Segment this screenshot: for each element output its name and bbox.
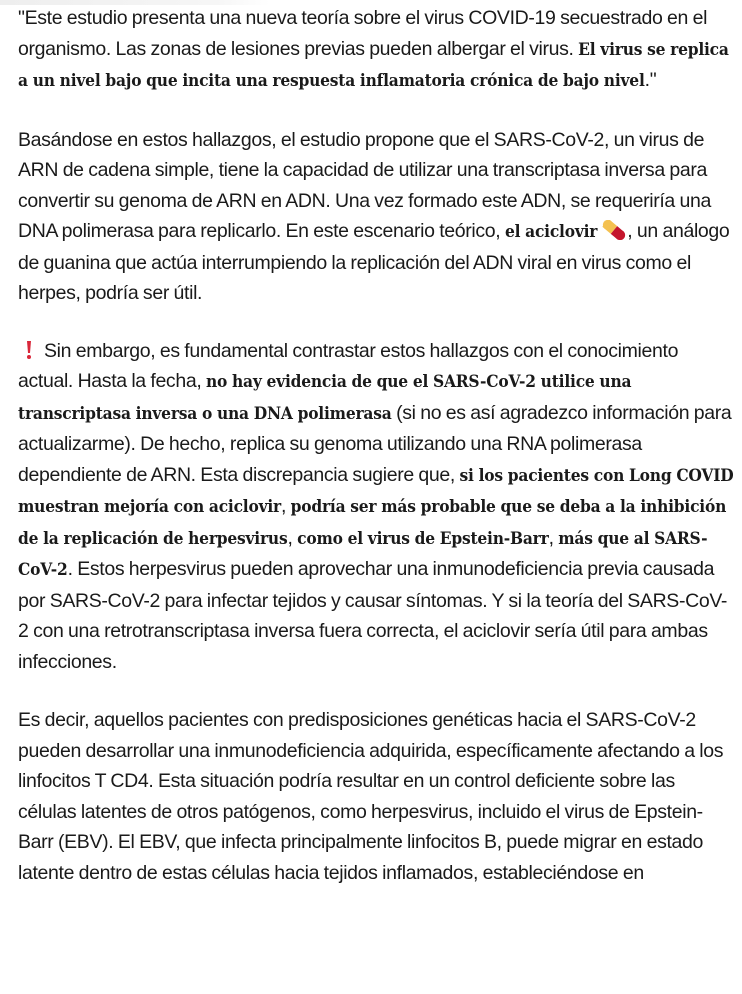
bold-segment: El virus se replica a un nivel bajo que incita una respuesta inflamatoria crónica de bajo nivel [18,39,729,91]
bold-segment: no hay evidencia de que el SARS-CoV-2 utilice una transcriptasa inversa o una DNA polimerasa [18,372,632,424]
bold-segment: podría ser más probable que se deba a la inhibición de la replicación de herpesvirus [18,497,727,549]
text-segment: , [281,495,291,517]
text-segment: (si no es así agradezco información para actualizarme). De hecho, replica su genoma utilizando una RNA polimerasa dependiente de ARN. Esta discrepancia sugiere que, [18,401,732,486]
bold-segment: más que al SARS-CoV-2 [18,528,708,580]
paragraph-3 [18,336,734,678]
text-segment: Es decir, aquellos pacientes con predisposiciones genéticas hacia el SARS-CoV-2 pueden desarrollar una inmunodeficiencia adquirida, específicamente afectando a los linfocitos T CD4. Esta situación podría resultar en un control deficiente sobre las células latentes de otros patógenos, como herpesvirus, incluido el virus de Epstein-Barr (EBV). El EBV, que infecta principalmente linfocitos B, puede migrar en estado latente dentro de estas células hacia tejidos inflamados, estableciéndose en [18,709,724,884]
paragraph-2 [18,125,734,309]
text-segment: ." [644,69,657,91]
bold-segment: el aciclovir [504,222,598,242]
bold-segment: si los pacientes con Long COVID muestran mejoría con aciclovir [18,465,734,517]
bold-segment: como el virus de Epstein-Barr [297,528,549,549]
paragraph-4 [18,705,734,888]
exclamation-icon [24,339,34,359]
post-body [18,3,734,916]
text-segment: Basándose en estos hallazgos, el estudio propone que el SARS-CoV-2, un virus de ARN de cadena simple, tiene la capacidad de utilizar una transcriptasa inversa para convertir su genoma de ARN en ADN. Una vez formado este ADN, se requeriría una DNA polimerasa para replicarlo. En este escenario teórico, [18,128,711,242]
text-segment: . Estos herpesvirus pueden aprovechar una inmunodeficiencia previa causada por SARS-CoV-2 para infectar tejidos y causar síntomas. Y si la teoría del SARS-CoV-2 con una retrotranscriptasa inversa fuera correcta, el aciclovir sería útil para ambas infecciones. [18,558,728,673]
pill-icon [601,219,627,239]
text-segment: , [548,526,559,549]
text-segment: "Este estudio presenta una nueva teoría sobre el virus COVID-19 secuestrado en el organismo. Las zonas de lesiones previas pueden albergar el virus. [18,7,708,60]
text-segment: , [287,526,298,549]
text-segment: , un análogo de guanina que actúa interrumpiendo la replicación del ADN viral en virus como el herpes, podría ser útil. [18,220,730,304]
text-segment: Sin embargo, es fundamental contrastar estos hallazgos con el conocimiento actual. Hasta la fecha, [18,339,679,392]
paragraph-1 [18,3,734,97]
